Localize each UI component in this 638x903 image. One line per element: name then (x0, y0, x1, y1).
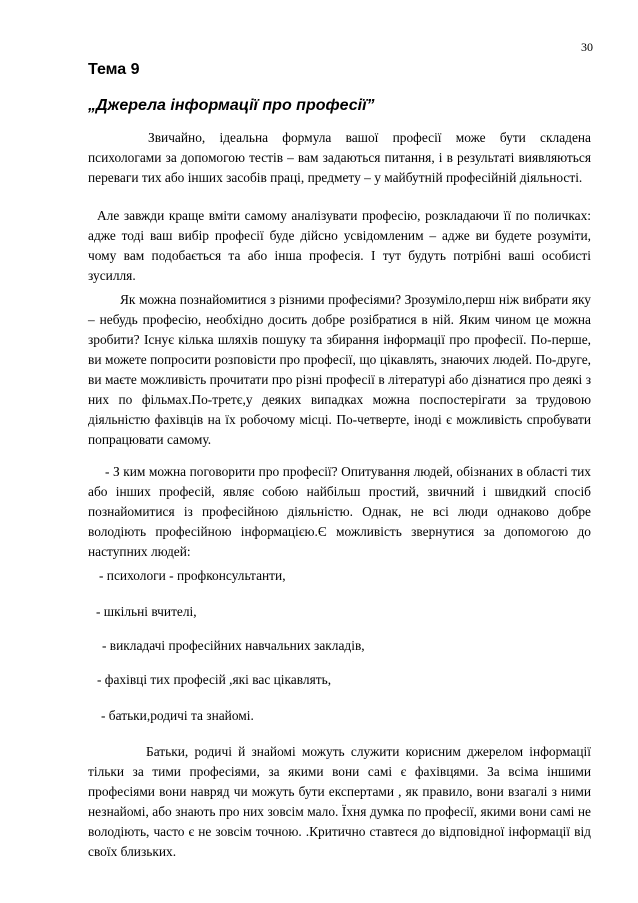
page-title: „Джерела інформації про професії” (88, 97, 375, 114)
paragraph-ways: Як можна познайомитися з різними професіями? Зрозуміло,перш ніж вибрати яку – небудь професію, необхідно досить добре розібратися в ній. Яким чином це можна зробити? Існує кілька шляхів пошуку та збирання інформації про професії. По-перше, ви можете попросити розповісти про професії, що цікавлять, знаючих людей. По-друге, ви маєте можливість прочитати про різні професії в літературі або дізнатися про деякі з них по фільмах.По-третє,у деяких випадках можна поспостерігати за трудовою діяльністю фахівців на їх робочому місці. По-четверте, іноді є можливість спробувати попрацювати самому. (88, 292, 591, 447)
paragraph-intro: Звичайно, ідеальна формула вашої професії може бути складена психологами за допомогою тестів – вам задаються питання, і в результаті виявляються переваги тих або інших засобів праці, предмету – у майбутній професійній діяльності. (88, 130, 591, 185)
page-number: 30 (581, 40, 593, 54)
list-item: - шкільні вчителі, (96, 604, 197, 619)
list-item: - викладачі професійних навчальних закладів, (102, 638, 365, 653)
paragraph-whom-to-ask: - З ким можна поговорити про професії? Опитування людей, обізнаних в області тих або інших професій, являє собою найбільш простий, звичний і швидкий спосіб познайомитися із професійною діяльністю. Однак, не всі люди однаково добре володіють професійною інформацією.Є можливість звернутися за допомогою до наступних людей: (88, 464, 591, 559)
list-item: - фахівці тих професій ,які вас цікавлять, (97, 672, 332, 687)
paragraph-relatives: Батьки, родичі й знайомі можуть служити корисним джерелом інформації тільки за тими професіями, за якими вони самі є фахівцями. За всіма іншими професіями вони навряд чи можуть бути експертами , як правило, вони взагалі з ними незнайомі, або знають про них зовсім мало. Їхня думка по професії, якими вони самі не володіють, часто є не зовсім точною. .Критично ставтеся до відповідної інформації від своїх близьких. (88, 744, 591, 859)
topic-heading: Тема 9 (88, 61, 140, 78)
list-item: - батьки,родичі та знайомі. (101, 708, 254, 723)
paragraph-analysis: Але завжди краще вміти самому аналізувати професію, розкладаючи її по поличках: адже тоді ваш вибір професії буде дійсно усвідомленим – адже ви будете розуміти, чому вам подобається та або інша професія. І тут будуть потрібні ваші особисті зусилля. (88, 208, 591, 283)
list-item: - психологи - профконсультанти, (99, 568, 286, 583)
